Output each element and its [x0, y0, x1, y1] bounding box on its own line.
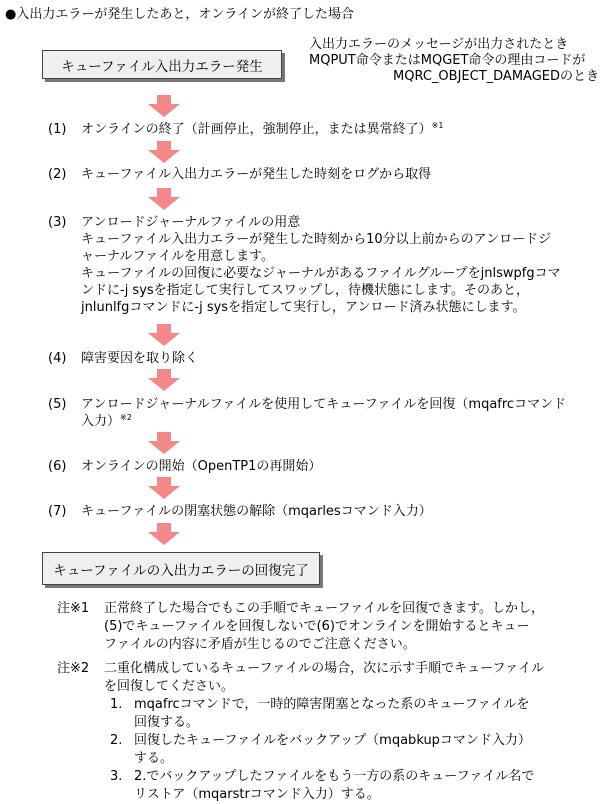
step-text: ンドに-j sysを指定して実行してスワップし，待機状態にします。そのあと，: [81, 283, 529, 298]
step-text: アンロードジャーナルファイルの用意: [81, 215, 301, 230]
step-text: オンラインの終了（計画停止，強制停止，または異常終了）: [81, 122, 432, 137]
step-text: オンラインの開始（OpenTP1の再開始）: [81, 459, 322, 474]
step-text: キューファイル入出力エラーが発生した時刻をログから取得: [81, 167, 432, 182]
end-event-box: キューファイルの入出力エラーの回復完了: [42, 552, 320, 585]
sub-step-text: 回復したキューファイルをバックアップ（mqabkupコマンド入力）: [134, 733, 531, 748]
step-text: 障害要因を取り除く: [81, 351, 199, 366]
start-condition-note: [309, 37, 599, 85]
step-text: アンロードジャーナルファイルを使用してキューファイルを回復（mqafrcコマンド: [81, 397, 567, 412]
footnote-label: 注※1: [57, 601, 90, 616]
down-arrow-icon: [148, 324, 180, 346]
footnote-ref: ※2: [120, 413, 132, 422]
sub-step-2: [110, 732, 597, 768]
step-4: [48, 350, 603, 367]
step-text: jnlunlfgコマンドに-j sysを指定して実行し，アンロード済み状態にします。: [81, 300, 526, 315]
sub-step-text: リストア（mqarstrコマンド入力）する。: [134, 787, 380, 802]
sub-step-text: mqafrcコマンドで，一時的障害閉塞となった系のキューファイルを: [134, 697, 530, 712]
step-number: (6): [48, 459, 67, 474]
step-2: [48, 166, 603, 183]
down-arrow-icon: [148, 477, 180, 499]
step-7: [48, 503, 603, 520]
down-arrow-icon: [148, 523, 180, 545]
sub-step-number: 2.: [110, 733, 123, 748]
start-note-line: 入出力エラーのメッセージが出力されたとき: [309, 37, 569, 52]
sub-step-text: する。: [134, 751, 174, 766]
start-note-line: MQPUT命令またはMQGET命令の理由コードが: [309, 53, 586, 68]
down-arrow-icon: [148, 432, 180, 454]
down-arrow-icon: [148, 95, 180, 117]
footnote-1: [57, 600, 597, 654]
footnote-text: (5)でキューファイルを回復しないで(6)でオンラインを開始するとキュー: [104, 619, 530, 634]
step-text: キューファイルの回復に必要なジャーナルがあるファイルグループをjnlswpfgコマ: [81, 266, 561, 281]
sub-step-text: 2.でバックアップしたファイルをもう一方の系のキューファイル名で: [134, 769, 535, 784]
down-arrow-icon: [148, 141, 180, 163]
footnote-text: を回復してください。: [104, 679, 235, 694]
footnote-text: 二重化構成しているキューファイルの場合，次に示す手順でキューファイル: [104, 661, 545, 676]
sub-step-number: 1.: [110, 697, 123, 712]
down-arrow-icon: [148, 188, 180, 210]
step-number: (2): [48, 167, 67, 182]
step-number: (4): [48, 351, 67, 366]
step-number: (7): [48, 504, 67, 519]
step-number: (1): [48, 122, 67, 137]
sub-step-1: [110, 696, 597, 732]
start-event-box: キューファイル入出力エラー発生: [42, 50, 282, 79]
footnote-text: 正常終了した場合でもこの手順でキューファイルを回復できます。しかし，: [104, 601, 545, 616]
footnote-ref: ※1: [431, 121, 444, 130]
step-5: [48, 396, 603, 430]
down-arrow-icon: [148, 369, 180, 391]
step-text: キューファイルの閉塞状態の解除（mqarlesコマンド入力）: [81, 504, 432, 519]
step-number: (5): [48, 397, 67, 412]
footnote-2: [57, 660, 597, 804]
sub-step-text: 回復する。: [134, 715, 200, 730]
footnote-label: 注※2: [57, 661, 90, 676]
start-note-line: MQRC_OBJECT_DAMAGEDのとき: [393, 69, 599, 84]
step-text: キューファイル入出力エラーが発生した時刻から10分以上前からのアンロードジ: [81, 232, 552, 247]
step-text: 入力）: [81, 414, 121, 429]
step-1: [48, 121, 603, 138]
step-3: [48, 214, 603, 316]
step-6: [48, 458, 603, 475]
sub-step-number: 3.: [110, 769, 123, 784]
step-number: (3): [48, 215, 67, 230]
page-heading: ●入出力エラーが発生したあと，オンラインが終了した場合: [5, 7, 354, 22]
step-text: ャーナルファイルを用意します。: [81, 249, 275, 264]
footnote-text: ファイルの内容に矛盾が生じるのでご注意ください。: [104, 637, 416, 652]
